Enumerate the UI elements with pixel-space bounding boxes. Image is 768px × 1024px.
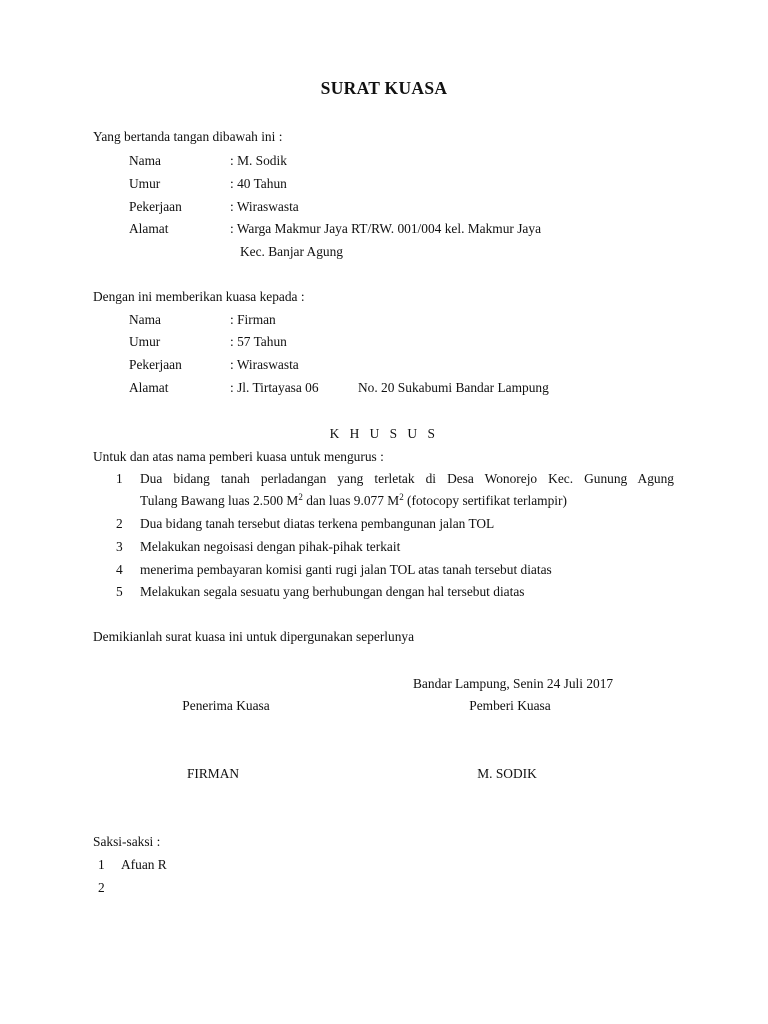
grantee-name-value: : Firman (230, 312, 276, 327)
grantor-address-value: : Warga Makmur Jaya RT/RW. 001/004 kel. Makmur Jaya (230, 221, 542, 236)
witness-number: 2 (98, 880, 105, 895)
item-text-segment: (fotocopy sertifikat terlampir) (403, 493, 567, 508)
item-text: Dua bidang tanah tersebut diatas terkena pembangunan jalan TOL (140, 516, 495, 531)
giver-label: Pemberi Kuasa (469, 698, 551, 713)
grantee-job-value: : Wiraswasta (230, 357, 299, 372)
grantee-address-value: : Jl. Tirtayasa 06 (230, 380, 319, 395)
item-number: 4 (116, 562, 123, 577)
item-number: 1 (116, 471, 123, 486)
closing-text: Demikianlah surat kuasa ini untuk dipergunakan seperlunya (93, 629, 415, 644)
item-number: 2 (116, 516, 123, 531)
grant-intro-text: Dengan ini memberikan kuasa kepada : (93, 289, 305, 304)
item-text-line (140, 494, 567, 507)
item-number: 5 (116, 584, 123, 599)
giver-name: M. SODIK (477, 766, 537, 781)
item-text-segment: dan luas 9.077 M (302, 493, 400, 508)
grantor-job-label: Pekerjaan (129, 199, 182, 214)
grantor-name-label: Nama (129, 153, 161, 168)
grantor-name-value: : M. Sodik (230, 153, 287, 168)
item-text: menerima pembayaran komisi ganti rugi jalan TOL atas tanah tersebut diatas (140, 562, 552, 577)
receiver-name: FIRMAN (186, 766, 240, 781)
grantor-age-label: Umur (129, 176, 161, 191)
grantor-age-value: : 40 Tahun (230, 176, 287, 191)
place-date: Bandar Lampung, Senin 24 Juli 2017 (413, 676, 614, 691)
item-text-line: Dua bidang tanah perladangan yang terletak di Desa Wonorejo Kec. Gunung Agung (140, 471, 674, 486)
item-text: Melakukan segala sesuatu yang berhubungan dengan hal tersebut diatas (140, 584, 525, 599)
superscript: 2 (399, 492, 404, 502)
receiver-label: Penerima Kuasa (182, 698, 270, 713)
grantee-age-label: Umur (129, 334, 161, 349)
grantor-job-value: : Wiraswasta (230, 199, 299, 214)
purpose-intro-text: Untuk dan atas nama pemberi kuasa untuk mengurus : (93, 449, 384, 464)
grantee-name-label: Nama (129, 312, 161, 327)
intro-text: Yang bertanda tangan dibawah ini : (93, 129, 283, 144)
grantor-address-continuation: Kec. Banjar Agung (240, 244, 344, 259)
witness-name: Afuan R (121, 857, 167, 872)
grantee-age-value: : 57 Tahun (230, 334, 287, 349)
grantor-address-label: Alamat (129, 221, 169, 236)
grantee-address-extra: No. 20 Sukabumi Bandar Lampung (358, 380, 549, 395)
grantee-job-label: Pekerjaan (129, 357, 182, 372)
grantee-address-label: Alamat (129, 380, 169, 395)
witness-number: 1 (98, 857, 105, 872)
item-text: Melakukan negoisasi dengan pihak-pihak terkait (140, 539, 401, 554)
witness-label: Saksi-saksi : (93, 834, 161, 849)
document-title: SURAT KUASA (320, 78, 448, 98)
item-text-segment: Tulang Bawang luas 2.500 M (140, 493, 299, 508)
khusus-heading: K H U S U S (329, 426, 439, 441)
item-number: 3 (116, 539, 123, 554)
superscript: 2 (298, 492, 303, 502)
